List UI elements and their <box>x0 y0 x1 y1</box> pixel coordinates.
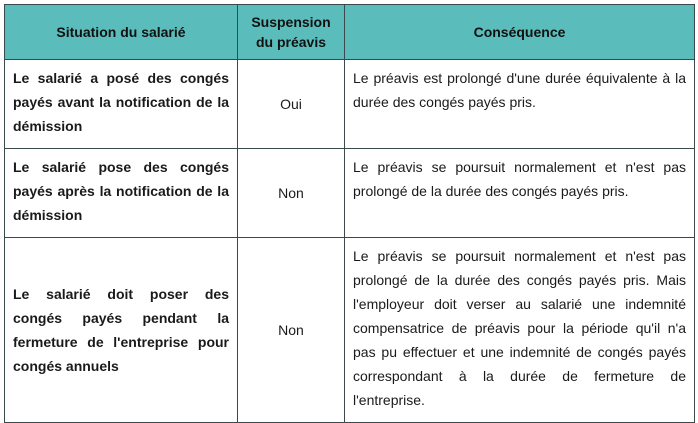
consequence-cell: Le préavis est prolongé d'une durée équivalente à la durée des congés payés pris. <box>345 60 695 149</box>
situation-cell: Le salarié doit poser des congés payés pendant la fermeture de l'entreprise pour congés annuels <box>5 238 238 423</box>
header-suspension: Suspension du préavis <box>238 5 345 60</box>
header-consequence: Conséquence <box>345 5 695 60</box>
suspension-cell: Non <box>238 238 345 423</box>
header-situation: Situation du salarié <box>5 5 238 60</box>
suspension-cell: Non <box>238 149 345 238</box>
table-row <box>5 60 695 149</box>
consequence-cell: Le préavis se poursuit normalement et n'est pas prolongé de la durée des congés payés pris. Mais l'employeur doit verser au salarié une indemnité compensatrice de préavis pour la période qu'il n'a pas pu effectuer et une indemnité de congés payés correspondant à la durée de fermeture de l'entreprise. <box>345 238 695 423</box>
notice-period-table-container <box>4 4 694 412</box>
consequence-cell: Le préavis se poursuit normalement et n'est pas prolongé de la durée des congés payés pris. <box>345 149 695 238</box>
table-row <box>5 238 695 423</box>
suspension-cell: Oui <box>238 60 345 149</box>
situation-cell: Le salarié pose des congés payés après la notification de la démission <box>5 149 238 238</box>
table-header-row <box>5 5 695 60</box>
situation-cell: Le salarié a posé des congés payés avant la notification de la démission <box>5 60 238 149</box>
notice-period-table <box>4 4 695 423</box>
table-row <box>5 149 695 238</box>
